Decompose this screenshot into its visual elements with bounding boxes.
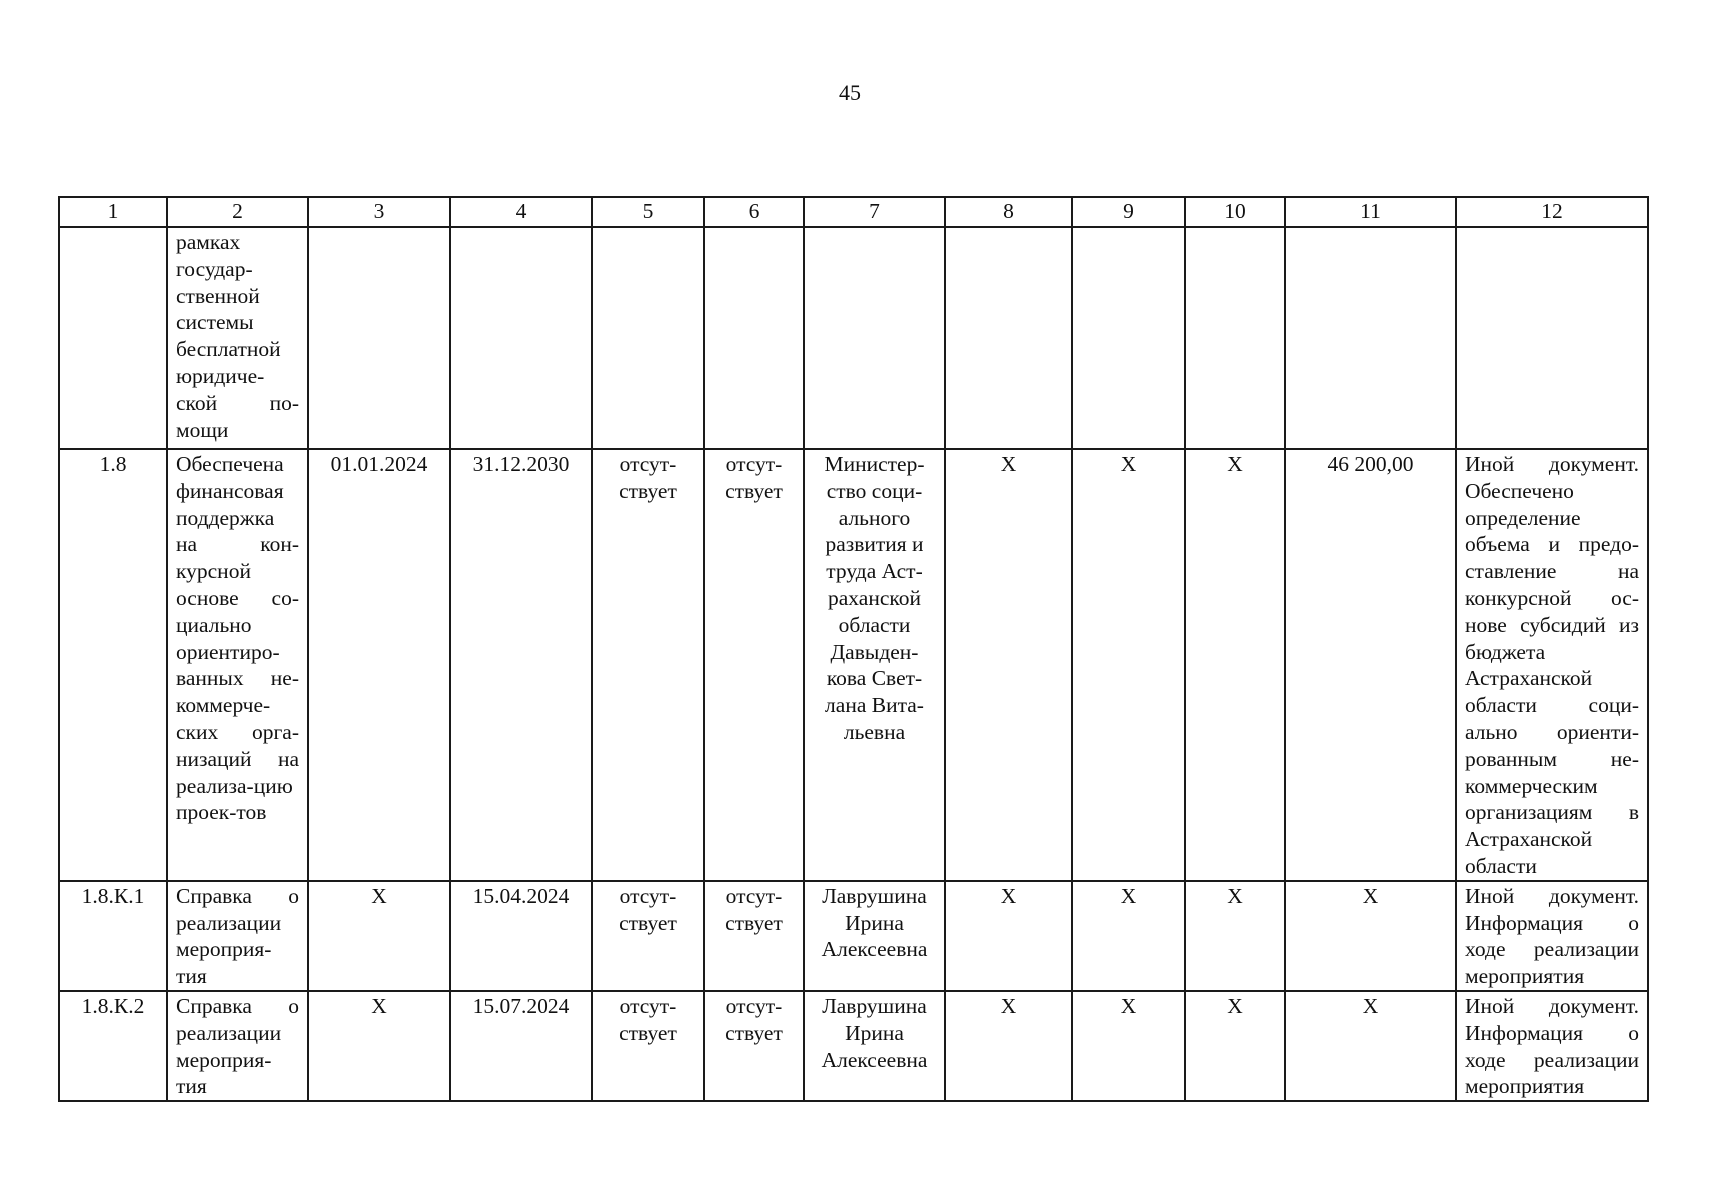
name-cell: Справка о реализации мероприя-тия <box>167 991 308 1101</box>
column-number: 1 <box>59 197 167 227</box>
column5-cell: отсут-ствует <box>592 449 704 881</box>
column8-cell: Х <box>945 881 1072 991</box>
result-cell: Иной документ. Информация о ходе реализации мероприятия <box>1456 991 1648 1101</box>
end-date-cell: 15.04.2024 <box>450 881 592 991</box>
name-cell: рамках государ-ственной системы бесплатной юридиче-ской по-мощи <box>167 227 308 449</box>
responsible-cell <box>804 227 945 449</box>
start-date-cell: Х <box>308 991 450 1101</box>
result-cell: Иной документ. Обеспечено определение объема и предо-ставление на конкурсной ос-нове субсидий из бюджета Астраханской области соци-ально ориенти-рованным не-коммерческим организациям в Астраханской области <box>1456 449 1648 881</box>
name-cell: Обеспечена финансовая поддержка на кон-курсной основе со-циально ориентиро-ванных не-коммерче-ских орга-низаций на реализа-цию проек-тов <box>167 449 308 881</box>
column-number-row <box>59 197 1648 227</box>
row-number-cell <box>59 227 167 449</box>
start-date-cell: Х <box>308 881 450 991</box>
amount-cell: Х <box>1285 991 1456 1101</box>
column-number: 9 <box>1072 197 1185 227</box>
column-number: 3 <box>308 197 450 227</box>
row-number-cell: 1.8 <box>59 449 167 881</box>
row-number-cell: 1.8.К.2 <box>59 991 167 1101</box>
column9-cell: Х <box>1072 991 1185 1101</box>
result-cell: Иной документ. Информация о ходе реализации мероприятия <box>1456 881 1648 991</box>
table-row-1-8-k-2 <box>59 991 1648 1101</box>
column9-cell: Х <box>1072 449 1185 881</box>
column8-cell: Х <box>945 991 1072 1101</box>
amount-cell <box>1285 227 1456 449</box>
column-number: 12 <box>1456 197 1648 227</box>
column-number: 7 <box>804 197 945 227</box>
column6-cell <box>704 227 804 449</box>
start-date-cell: 01.01.2024 <box>308 449 450 881</box>
table-row-continuation <box>59 227 1648 449</box>
end-date-cell: 31.12.2030 <box>450 449 592 881</box>
column6-cell: отсут-ствует <box>704 449 804 881</box>
column5-cell: отсут-ствует <box>592 881 704 991</box>
column9-cell <box>1072 227 1185 449</box>
column10-cell: Х <box>1185 449 1285 881</box>
row-number-cell: 1.8.К.1 <box>59 881 167 991</box>
column8-cell <box>945 227 1072 449</box>
table-row-1-8-k-1 <box>59 881 1648 991</box>
amount-cell: Х <box>1285 881 1456 991</box>
column10-cell: Х <box>1185 881 1285 991</box>
responsible-cell: Лаврушина Ирина Алексеевна <box>804 991 945 1101</box>
column-number: 8 <box>945 197 1072 227</box>
start-date-cell <box>308 227 450 449</box>
column-number: 11 <box>1285 197 1456 227</box>
column-number: 4 <box>450 197 592 227</box>
responsible-cell: Лаврушина Ирина Алексеевна <box>804 881 945 991</box>
column-number: 10 <box>1185 197 1285 227</box>
responsible-cell: Министер-ство соци-ального развития и труда Аст-раханской области Давыден-кова Свет-лана Вита-льевна <box>804 449 945 881</box>
plan-table <box>58 196 1649 1102</box>
column10-cell <box>1185 227 1285 449</box>
page-number: 45 <box>839 80 861 105</box>
table-row-1-8 <box>59 449 1648 881</box>
column-number: 5 <box>592 197 704 227</box>
column-number: 2 <box>167 197 308 227</box>
name-cell: Справка о реализации мероприя-тия <box>167 881 308 991</box>
column9-cell: Х <box>1072 881 1185 991</box>
column-number: 6 <box>704 197 804 227</box>
column5-cell: отсут-ствует <box>592 991 704 1101</box>
column6-cell: отсут-ствует <box>704 991 804 1101</box>
column6-cell: отсут-ствует <box>704 881 804 991</box>
end-date-cell <box>450 227 592 449</box>
column8-cell: Х <box>945 449 1072 881</box>
end-date-cell: 15.07.2024 <box>450 991 592 1101</box>
column10-cell: Х <box>1185 991 1285 1101</box>
column5-cell <box>592 227 704 449</box>
result-cell <box>1456 227 1648 449</box>
amount-cell: 46 200,00 <box>1285 449 1456 881</box>
